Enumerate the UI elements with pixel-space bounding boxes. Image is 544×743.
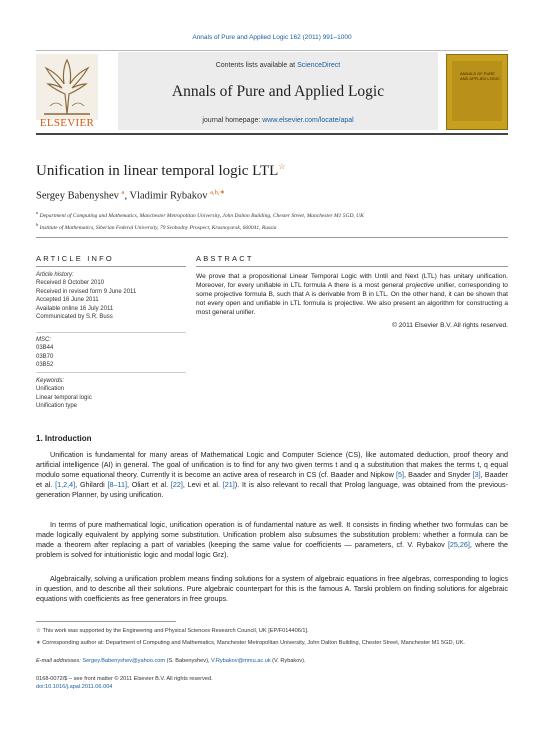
footnote-rule bbox=[36, 621, 176, 622]
citation-link[interactable]: [22] bbox=[170, 480, 183, 489]
msc-codes bbox=[36, 336, 186, 370]
email-link[interactable]: V.Rybakov@mmu.ac.uk bbox=[211, 658, 271, 664]
footnote-marker: ☆ bbox=[36, 628, 42, 634]
abstract-heading: ABSTRACT bbox=[196, 254, 254, 263]
paragraph-text: , Levi et al. bbox=[182, 480, 223, 489]
author-separator: , bbox=[124, 190, 130, 202]
history-item: Received in revised form 9 June 2011 bbox=[36, 288, 137, 295]
article-info-heading: ARTICLE INFO bbox=[36, 254, 114, 263]
email-link[interactable]: Sergey.Babenyshev@yahoo.com bbox=[82, 658, 166, 664]
homepage-line bbox=[118, 117, 438, 124]
abstract-text-part: unifier, corresponding to some projective formula B, such that A is derivable from B in LTL. On the other hand, it can be shown that not every open and unifiable in LTL formula is projective. We also present an algorithm for constructing a most general unifier. bbox=[196, 282, 508, 316]
email-owner: (S. Babenyshev), bbox=[165, 658, 212, 664]
contents-line bbox=[118, 62, 438, 69]
article-title-text: Unification in linear temporal logic LTL bbox=[36, 163, 279, 179]
cover-panel bbox=[452, 61, 502, 121]
msc-item: 03B52 bbox=[36, 362, 54, 369]
paragraph-text: ). It is also relevant to recall that Prolog language, was obtained from the previous-generation Planner, by using unification. bbox=[36, 480, 508, 499]
doi-link[interactable]: doi:10.1016/j.apal.2011.06.004 bbox=[36, 684, 113, 690]
intro-paragraph: Algebraically, solving a unification problem means finding solutions for a system of algebraic equations in free algebras, corresponding to logics in question, and to describe all their solutions. Pure algebraic counterpart for this is the famous A. Tarski problem on finding solutions for algebraic equations with coefficients as free generators in free groups. bbox=[36, 574, 508, 603]
author-list bbox=[36, 188, 225, 202]
paragraph-text: Unification is fundamental for many areas of Mathematical Logic and Computer Science (CS), like automated deduction, proof theory and artificial intelligence (AI) in general. The goal of unification is to find for any two given terms t and q a substitution that makes the terms t, q equal modulo some equational theory. Currently it is become an active area of research in CS (cf. Baader and Nipkow bbox=[36, 450, 508, 479]
section-rule bbox=[36, 237, 508, 238]
affiliation-marker: a bbox=[36, 210, 39, 215]
intro-paragraph bbox=[36, 520, 508, 560]
journal-cover-image bbox=[446, 54, 508, 130]
doi-line bbox=[36, 684, 112, 692]
citation-link[interactable]: [21] bbox=[222, 480, 235, 489]
author-name[interactable]: Sergey Babenyshev bbox=[36, 190, 119, 202]
paragraph-text: , Baader et al. bbox=[36, 470, 508, 489]
author-affiliation-marker[interactable]: a,b,∗ bbox=[210, 189, 225, 196]
author-name[interactable]: Vladimir Rybakov bbox=[129, 190, 208, 202]
homepage-prefix: journal homepage: bbox=[202, 117, 263, 124]
cover-text: ANNALS OF PURE AND APPLIED LOGIC bbox=[460, 71, 500, 81]
intro-paragraph bbox=[36, 450, 508, 500]
elsevier-tree-logo bbox=[36, 54, 98, 120]
citation-link[interactable]: [25,26] bbox=[447, 540, 470, 549]
email-owner: (V. Rybakov). bbox=[270, 658, 306, 664]
footnote-text: This work was supported by the Engineering and Physical Sciences Research Council, UK [EP/F014406/1]. bbox=[41, 628, 309, 634]
abstract-text-italic: projective bbox=[405, 282, 435, 289]
info-divider bbox=[36, 332, 186, 333]
publisher-logo-text: ELSEVIER bbox=[39, 117, 95, 129]
footnote bbox=[36, 628, 508, 636]
journal-reference[interactable]: Annals of Pure and Applied Logic 162 (2011) 991–1000 bbox=[192, 34, 352, 41]
paragraph-text: , Baader and Snyder bbox=[404, 470, 473, 479]
history-item: Accepted 16 June 2011 bbox=[36, 297, 99, 304]
article-title bbox=[36, 162, 285, 180]
history-label: Article history: bbox=[36, 272, 74, 278]
paragraph-text: In terms of pure mathematical logic, unification operation is of fundamental nature as well. It consists in finding whether two formulas can be made logically equivalent by applying some substitution. Unification problem also subsumes the substitution problem: whether a formula can be made a theorem after replacing a part of variables (keeping the same value for coefficients — parameters, cf. V. Rybakov bbox=[36, 520, 508, 549]
citation-link[interactable]: [8–11] bbox=[107, 480, 127, 489]
email-label: E-mail addresses: bbox=[36, 658, 83, 664]
article-history bbox=[36, 271, 186, 321]
keyword-item: Unification bbox=[36, 386, 65, 393]
paragraph-text: , Oliart et al. bbox=[126, 480, 171, 489]
citation-link[interactable]: [1,2,4] bbox=[55, 480, 76, 489]
keywords bbox=[36, 377, 186, 411]
affiliation-marker: b bbox=[36, 222, 39, 227]
history-item: Communicated by S.R. Buss bbox=[36, 314, 113, 321]
title-footnote-marker[interactable]: ☆ bbox=[278, 162, 286, 171]
affiliation bbox=[36, 222, 277, 231]
msc-item: 03B70 bbox=[36, 353, 54, 360]
keyword-item: Unification type bbox=[36, 403, 78, 410]
affiliation-text: Institute of Mathematics, Siberian Federal University, 79 Svobodny Prospect, Krasnoyarsk, 660041, Russia bbox=[39, 224, 277, 231]
history-item: Available online 16 July 2011 bbox=[36, 305, 114, 312]
footnote-marker: ∗ bbox=[36, 640, 41, 646]
introduction-heading: 1. Introduction bbox=[36, 434, 92, 443]
top-rule bbox=[36, 50, 508, 51]
affiliation bbox=[36, 210, 364, 219]
paragraph-text: , Ghilardi bbox=[75, 480, 108, 489]
author-affiliation-marker[interactable]: a bbox=[121, 189, 125, 196]
footnote-text: Corresponding author at: Department of Computing and Mathematics, Manchester Metropolitan University, John Dalton Building, Chester Street, Manchester M1 5GD, UK. bbox=[40, 640, 465, 646]
email-footnote bbox=[36, 658, 508, 666]
abstract-rule bbox=[196, 266, 508, 267]
history-item: Received 8 October 2010 bbox=[36, 280, 105, 287]
issn-line: 0168-0072/$ – see front matter © 2011 Elsevier B.V. All rights reserved. bbox=[36, 676, 213, 682]
homepage-link[interactable]: www.elsevier.com/locate/apal bbox=[262, 117, 354, 124]
paragraph-text: , where the problem is solved for intuitionistic logic and modal logic Grz). bbox=[36, 540, 509, 559]
footnote bbox=[36, 640, 508, 648]
citation-link[interactable]: [3] bbox=[472, 470, 481, 479]
abstract-copyright: © 2011 Elsevier B.V. All rights reserved. bbox=[392, 322, 508, 329]
citation-link[interactable]: [5] bbox=[396, 470, 404, 479]
journal-title: Annals of Pure and Applied Logic bbox=[171, 83, 385, 100]
abstract-text bbox=[196, 272, 508, 317]
header-rule bbox=[36, 133, 508, 135]
article-info-rule bbox=[36, 266, 186, 267]
info-divider bbox=[36, 372, 186, 373]
keywords-label: Keywords: bbox=[36, 378, 65, 384]
contents-prefix: Contents lists available at bbox=[215, 62, 298, 69]
sciencedirect-link[interactable]: ScienceDirect bbox=[297, 62, 341, 69]
keyword-item: Linear temporal logic bbox=[36, 394, 92, 401]
msc-label: MSC: bbox=[36, 337, 51, 343]
msc-item: 03B44 bbox=[36, 345, 54, 352]
affiliation-text: Department of Computing and Mathematics, Manchester Metropolitan University, John Dalton Building, Chester Street, Manchester M1 5GD, UK bbox=[39, 212, 364, 219]
abstract-text-part: We prove that a propositional Linear Temporal Logic with Until and Next (LTL) has unitary unification. Moreover, for every unifiable in LTL formula A there is a most general bbox=[196, 273, 508, 289]
